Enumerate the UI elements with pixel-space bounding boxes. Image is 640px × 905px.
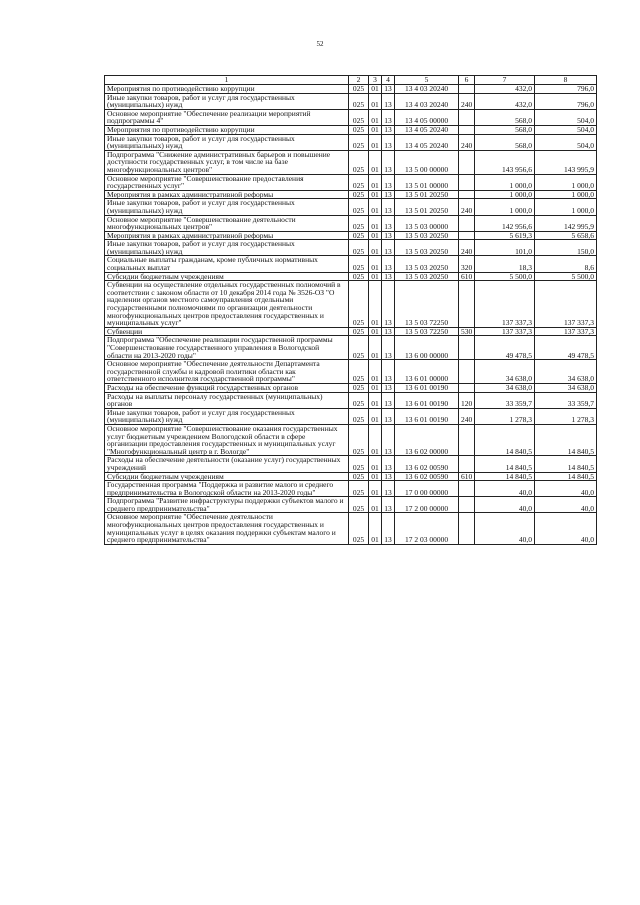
amount-year2-cell: 34 638,0 <box>535 383 597 392</box>
expense-type-cell <box>459 336 475 360</box>
row-name-cell: Расходы на обеспечение деятельности (оказание услуг) государственных учреждений <box>105 456 349 472</box>
table-row <box>105 85 597 94</box>
amount-year2-cell: 14 840,5 <box>535 456 597 472</box>
section-code-cell: 01 <box>369 456 382 472</box>
section-code-cell: 01 <box>369 392 382 408</box>
amount-year1-cell: 1 000,0 <box>475 174 535 190</box>
row-name-cell: Субсидии бюджетным учреждениям <box>105 272 349 281</box>
table-row <box>105 134 597 150</box>
header-cell: 5 <box>395 76 459 85</box>
section-code-cell: 01 <box>369 383 382 392</box>
expense-type-cell <box>459 215 475 231</box>
target-article-cell: 13 6 01 00000 <box>395 360 459 384</box>
header-cell: 1 <box>105 76 349 85</box>
subsection-code-cell: 13 <box>382 240 395 256</box>
row-name-cell: Расходы на обеспечение функций государственных органов <box>105 383 349 392</box>
amount-year2-cell: 5 658,6 <box>535 231 597 240</box>
row-name-cell: Иные закупки товаров, работ и услуг для государственных (муниципальных) нужд <box>105 199 349 215</box>
amount-year1-cell: 49 478,5 <box>475 336 535 360</box>
section-code-cell: 01 <box>369 150 382 174</box>
section-code-cell: 01 <box>369 93 382 109</box>
table-row <box>105 150 597 174</box>
section-code-cell: 01 <box>369 174 382 190</box>
table-row <box>105 240 597 256</box>
amount-year1-cell: 34 638,0 <box>475 383 535 392</box>
section-code-cell: 01 <box>369 424 382 455</box>
admin-code-cell: 025 <box>349 327 369 336</box>
section-code-cell: 01 <box>369 109 382 125</box>
amount-year2-cell: 150,0 <box>535 240 597 256</box>
admin-code-cell: 025 <box>349 424 369 455</box>
section-code-cell: 01 <box>369 231 382 240</box>
amount-year2-cell: 1 000,0 <box>535 174 597 190</box>
table-row <box>105 109 597 125</box>
header-cell: 2 <box>349 76 369 85</box>
section-code-cell: 01 <box>369 497 382 513</box>
target-article-cell: 13 4 03 20240 <box>395 93 459 109</box>
admin-code-cell: 025 <box>349 125 369 134</box>
subsection-code-cell: 13 <box>382 336 395 360</box>
amount-year2-cell: 137 337,3 <box>535 327 597 336</box>
subsection-code-cell: 13 <box>382 424 395 455</box>
amount-year1-cell: 14 840,5 <box>475 472 535 481</box>
amount-year2-cell: 142 995,9 <box>535 215 597 231</box>
table-row <box>105 174 597 190</box>
subsection-code-cell: 13 <box>382 150 395 174</box>
amount-year2-cell: 14 840,5 <box>535 472 597 481</box>
target-article-cell: 13 4 05 20240 <box>395 125 459 134</box>
amount-year1-cell: 568,0 <box>475 109 535 125</box>
target-article-cell: 13 6 01 00190 <box>395 408 459 424</box>
subsection-code-cell: 13 <box>382 231 395 240</box>
amount-year2-cell: 143 995,9 <box>535 150 597 174</box>
admin-code-cell: 025 <box>349 392 369 408</box>
row-name-cell: Социальные выплаты гражданам, кроме публичных нормативных социальных выплат <box>105 256 349 272</box>
table-row <box>105 472 597 481</box>
expense-type-cell <box>459 456 475 472</box>
row-name-cell: Мероприятия в рамках административной реформы <box>105 190 349 199</box>
admin-code-cell: 025 <box>349 150 369 174</box>
admin-code-cell: 025 <box>349 231 369 240</box>
subsection-code-cell: 13 <box>382 199 395 215</box>
target-article-cell: 17 2 00 00000 <box>395 497 459 513</box>
amount-year1-cell: 137 337,3 <box>475 327 535 336</box>
section-code-cell: 01 <box>369 125 382 134</box>
target-article-cell: 13 4 05 20240 <box>395 134 459 150</box>
table-row <box>105 231 597 240</box>
expense-type-cell <box>459 360 475 384</box>
amount-year1-cell: 137 337,3 <box>475 281 535 328</box>
amount-year1-cell: 432,0 <box>475 85 535 94</box>
table-row <box>105 199 597 215</box>
row-name-cell: Подпрограмма "Обеспечение реализации государственной программы "Совершенствование государственного управления в Вологодской области на 2013-2020 годы" <box>105 336 349 360</box>
amount-year1-cell: 18,3 <box>475 256 535 272</box>
target-article-cell: 13 4 05 00000 <box>395 109 459 125</box>
amount-year1-cell: 568,0 <box>475 125 535 134</box>
target-article-cell: 13 5 01 20250 <box>395 199 459 215</box>
expense-type-cell <box>459 174 475 190</box>
amount-year2-cell: 34 638,0 <box>535 360 597 384</box>
subsection-code-cell: 13 <box>382 327 395 336</box>
target-article-cell: 13 5 03 72250 <box>395 327 459 336</box>
amount-year1-cell: 5 619,3 <box>475 231 535 240</box>
amount-year2-cell: 5 500,0 <box>535 272 597 281</box>
amount-year1-cell: 142 956,6 <box>475 215 535 231</box>
admin-code-cell: 025 <box>349 281 369 328</box>
expense-type-cell: 240 <box>459 199 475 215</box>
expense-type-cell: 240 <box>459 134 475 150</box>
table-row <box>105 256 597 272</box>
target-article-cell: 13 5 00 00000 <box>395 150 459 174</box>
target-article-cell: 13 6 02 00590 <box>395 456 459 472</box>
section-code-cell: 01 <box>369 199 382 215</box>
table-row <box>105 392 597 408</box>
section-code-cell: 01 <box>369 240 382 256</box>
expense-type-cell <box>459 281 475 328</box>
amount-year1-cell: 568,0 <box>475 134 535 150</box>
section-code-cell: 01 <box>369 272 382 281</box>
subsection-code-cell: 13 <box>382 125 395 134</box>
target-article-cell: 13 5 01 20250 <box>395 190 459 199</box>
amount-year2-cell: 504,0 <box>535 109 597 125</box>
expense-type-cell <box>459 85 475 94</box>
expense-type-cell: 240 <box>459 240 475 256</box>
table-row <box>105 408 597 424</box>
row-name-cell: Основное мероприятие "Совершенствование оказания государственных услуг бюджетным учреждением Вологодской области в сфере организации предоставления государственных и муниципальных услуг "Многофункциональный центр в г. Вологде" <box>105 424 349 455</box>
target-article-cell: 17 2 03 00000 <box>395 513 459 544</box>
row-name-cell: Подпрограмма "Снижение административных барьеров и повышение доступности государственных услуг, в том числе на базе многофункциональных центров" <box>105 150 349 174</box>
target-article-cell: 13 4 03 20240 <box>395 85 459 94</box>
amount-year2-cell: 796,0 <box>535 85 597 94</box>
section-code-cell: 01 <box>369 360 382 384</box>
amount-year2-cell: 1 278,3 <box>535 408 597 424</box>
amount-year2-cell: 49 478,5 <box>535 336 597 360</box>
amount-year2-cell: 137 337,3 <box>535 281 597 328</box>
table-row <box>105 383 597 392</box>
expense-type-cell <box>459 424 475 455</box>
section-code-cell: 01 <box>369 513 382 544</box>
section-code-cell: 01 <box>369 327 382 336</box>
admin-code-cell: 025 <box>349 93 369 109</box>
amount-year1-cell: 40,0 <box>475 481 535 497</box>
amount-year2-cell: 796,0 <box>535 93 597 109</box>
subsection-code-cell: 13 <box>382 215 395 231</box>
table-row <box>105 93 597 109</box>
row-name-cell: Субсидии бюджетным учреждениям <box>105 472 349 481</box>
table-row <box>105 125 597 134</box>
row-name-cell: Субвенции на осуществление отдельных государственных полномочий в соответствии с законом области от 10 декабря 2014 года № 3526-ОЗ "О наделении органов местного самоуправления отдельными государственными полномочиями по организации деятельности многофункциональных центров предоставления государственных и муниципальных услуг" <box>105 281 349 328</box>
admin-code-cell: 025 <box>349 190 369 199</box>
admin-code-cell: 025 <box>349 456 369 472</box>
section-code-cell: 01 <box>369 336 382 360</box>
target-article-cell: 13 5 03 72250 <box>395 281 459 328</box>
amount-year2-cell: 40,0 <box>535 481 597 497</box>
header-cell: 6 <box>459 76 475 85</box>
row-name-cell: Мероприятия в рамках административной реформы <box>105 231 349 240</box>
subsection-code-cell: 13 <box>382 497 395 513</box>
target-article-cell: 13 6 02 00590 <box>395 472 459 481</box>
target-article-cell: 13 5 03 20250 <box>395 240 459 256</box>
table-row <box>105 190 597 199</box>
target-article-cell: 13 5 01 00000 <box>395 174 459 190</box>
table-header-row <box>105 76 597 85</box>
subsection-code-cell: 13 <box>382 360 395 384</box>
amount-year1-cell: 1 000,0 <box>475 190 535 199</box>
admin-code-cell: 025 <box>349 497 369 513</box>
subsection-code-cell: 13 <box>382 481 395 497</box>
expense-type-cell: 240 <box>459 93 475 109</box>
admin-code-cell: 025 <box>349 408 369 424</box>
amount-year2-cell: 40,0 <box>535 513 597 544</box>
expense-type-cell: 320 <box>459 256 475 272</box>
target-article-cell: 13 6 01 00190 <box>395 392 459 408</box>
expense-type-cell: 120 <box>459 392 475 408</box>
amount-year2-cell: 504,0 <box>535 134 597 150</box>
row-name-cell: Иные закупки товаров, работ и услуг для государственных (муниципальных) нужд <box>105 134 349 150</box>
amount-year1-cell: 101,0 <box>475 240 535 256</box>
table-row <box>105 456 597 472</box>
amount-year1-cell: 5 500,0 <box>475 272 535 281</box>
amount-year1-cell: 34 638,0 <box>475 360 535 384</box>
section-code-cell: 01 <box>369 190 382 199</box>
amount-year1-cell: 143 956,6 <box>475 150 535 174</box>
row-name-cell: Основное мероприятие "Обеспечение деятельности многофункциональных центров предоставления государственных и муниципальных услуг в целях оказания поддержки субъектам малого и среднего предпринимательства" <box>105 513 349 544</box>
table-row <box>105 360 597 384</box>
amount-year1-cell: 14 840,5 <box>475 424 535 455</box>
table-row <box>105 327 597 336</box>
expense-type-cell: 610 <box>459 272 475 281</box>
expense-type-cell <box>459 150 475 174</box>
section-code-cell: 01 <box>369 215 382 231</box>
amount-year2-cell: 8,6 <box>535 256 597 272</box>
expense-type-cell: 530 <box>459 327 475 336</box>
row-name-cell: Иные закупки товаров, работ и услуг для государственных (муниципальных) нужд <box>105 408 349 424</box>
admin-code-cell: 025 <box>349 109 369 125</box>
expense-type-cell: 610 <box>459 472 475 481</box>
admin-code-cell: 025 <box>349 472 369 481</box>
expense-type-cell <box>459 125 475 134</box>
amount-year1-cell: 432,0 <box>475 93 535 109</box>
row-name-cell: Государственная программа "Поддержка и развитие малого и среднего предпринимательства в Вологодской области на 2013-2020 годы" <box>105 481 349 497</box>
section-code-cell: 01 <box>369 281 382 328</box>
amount-year1-cell: 40,0 <box>475 513 535 544</box>
admin-code-cell: 025 <box>349 85 369 94</box>
target-article-cell: 13 5 03 20250 <box>395 231 459 240</box>
header-cell: 4 <box>382 76 395 85</box>
amount-year1-cell: 33 359,7 <box>475 392 535 408</box>
expense-type-cell <box>459 513 475 544</box>
table-row <box>105 481 597 497</box>
target-article-cell: 13 5 03 20250 <box>395 272 459 281</box>
target-article-cell: 13 5 03 20250 <box>395 256 459 272</box>
admin-code-cell: 025 <box>349 383 369 392</box>
subsection-code-cell: 13 <box>382 408 395 424</box>
amount-year2-cell: 33 359,7 <box>535 392 597 408</box>
target-article-cell: 13 5 03 00000 <box>395 215 459 231</box>
subsection-code-cell: 13 <box>382 281 395 328</box>
subsection-code-cell: 13 <box>382 392 395 408</box>
amount-year2-cell: 40,0 <box>535 497 597 513</box>
row-name-cell: Субвенции <box>105 327 349 336</box>
table-row <box>105 336 597 360</box>
amount-year2-cell: 1 000,0 <box>535 199 597 215</box>
header-cell: 3 <box>369 76 382 85</box>
row-name-cell: Подпрограмма "Развитие инфраструктуры поддержки субъектов малого и среднего предпринимательства" <box>105 497 349 513</box>
section-code-cell: 01 <box>369 134 382 150</box>
row-name-cell: Основное мероприятие "Совершенствование предоставления государственных услуг" <box>105 174 349 190</box>
amount-year2-cell: 504,0 <box>535 125 597 134</box>
section-code-cell: 01 <box>369 256 382 272</box>
table-row <box>105 497 597 513</box>
section-code-cell: 01 <box>369 408 382 424</box>
row-name-cell: Основное мероприятие "Обеспечение деятельности Департамента государственной службы и кадровой политики области как ответственного исполнителя государственной программы" <box>105 360 349 384</box>
admin-code-cell: 025 <box>349 513 369 544</box>
budget-table <box>104 75 597 545</box>
amount-year1-cell: 40,0 <box>475 497 535 513</box>
row-name-cell: Расходы на выплаты персоналу государственных (муниципальных) органов <box>105 392 349 408</box>
amount-year1-cell: 1 000,0 <box>475 199 535 215</box>
expense-type-cell <box>459 481 475 497</box>
subsection-code-cell: 13 <box>382 134 395 150</box>
subsection-code-cell: 13 <box>382 272 395 281</box>
expense-type-cell: 240 <box>459 408 475 424</box>
header-cell: 7 <box>475 76 535 85</box>
header-cell: 8 <box>535 76 597 85</box>
table-body <box>105 85 597 545</box>
table-row <box>105 424 597 455</box>
row-name-cell: Иные закупки товаров, работ и услуг для государственных (муниципальных) нужд <box>105 240 349 256</box>
admin-code-cell: 025 <box>349 336 369 360</box>
subsection-code-cell: 13 <box>382 174 395 190</box>
target-article-cell: 17 0 00 00000 <box>395 481 459 497</box>
row-name-cell: Мероприятия по противодействию коррупции <box>105 125 349 134</box>
amount-year1-cell: 14 840,5 <box>475 456 535 472</box>
subsection-code-cell: 13 <box>382 85 395 94</box>
expense-type-cell <box>459 497 475 513</box>
subsection-code-cell: 13 <box>382 109 395 125</box>
admin-code-cell: 025 <box>349 215 369 231</box>
row-name-cell: Мероприятия по противодействию коррупции <box>105 85 349 94</box>
target-article-cell: 13 6 00 00000 <box>395 336 459 360</box>
subsection-code-cell: 13 <box>382 383 395 392</box>
table-row <box>105 513 597 544</box>
row-name-cell: Иные закупки товаров, работ и услуг для государственных (муниципальных) нужд <box>105 93 349 109</box>
admin-code-cell: 025 <box>349 240 369 256</box>
expense-type-cell <box>459 190 475 199</box>
admin-code-cell: 025 <box>349 272 369 281</box>
page-number: 52 <box>316 40 324 48</box>
row-name-cell: Основное мероприятие "Обеспечение реализации мероприятий подпрограммы 4" <box>105 109 349 125</box>
expense-type-cell <box>459 109 475 125</box>
table-row <box>105 281 597 328</box>
subsection-code-cell: 13 <box>382 456 395 472</box>
section-code-cell: 01 <box>369 481 382 497</box>
expense-type-cell <box>459 231 475 240</box>
subsection-code-cell: 13 <box>382 93 395 109</box>
table-row <box>105 215 597 231</box>
amount-year2-cell: 14 840,5 <box>535 424 597 455</box>
target-article-cell: 13 6 01 00190 <box>395 383 459 392</box>
amount-year1-cell: 1 278,3 <box>475 408 535 424</box>
subsection-code-cell: 13 <box>382 472 395 481</box>
admin-code-cell: 025 <box>349 256 369 272</box>
admin-code-cell: 025 <box>349 481 369 497</box>
admin-code-cell: 025 <box>349 199 369 215</box>
section-code-cell: 01 <box>369 472 382 481</box>
table-row <box>105 272 597 281</box>
subsection-code-cell: 13 <box>382 256 395 272</box>
expense-type-cell <box>459 383 475 392</box>
admin-code-cell: 025 <box>349 134 369 150</box>
subsection-code-cell: 13 <box>382 190 395 199</box>
section-code-cell: 01 <box>369 85 382 94</box>
amount-year2-cell: 1 000,0 <box>535 190 597 199</box>
subsection-code-cell: 13 <box>382 513 395 544</box>
row-name-cell: Основное мероприятие "Совершенствование деятельности многофункциональных центров" <box>105 215 349 231</box>
admin-code-cell: 025 <box>349 174 369 190</box>
admin-code-cell: 025 <box>349 360 369 384</box>
target-article-cell: 13 6 02 00000 <box>395 424 459 455</box>
